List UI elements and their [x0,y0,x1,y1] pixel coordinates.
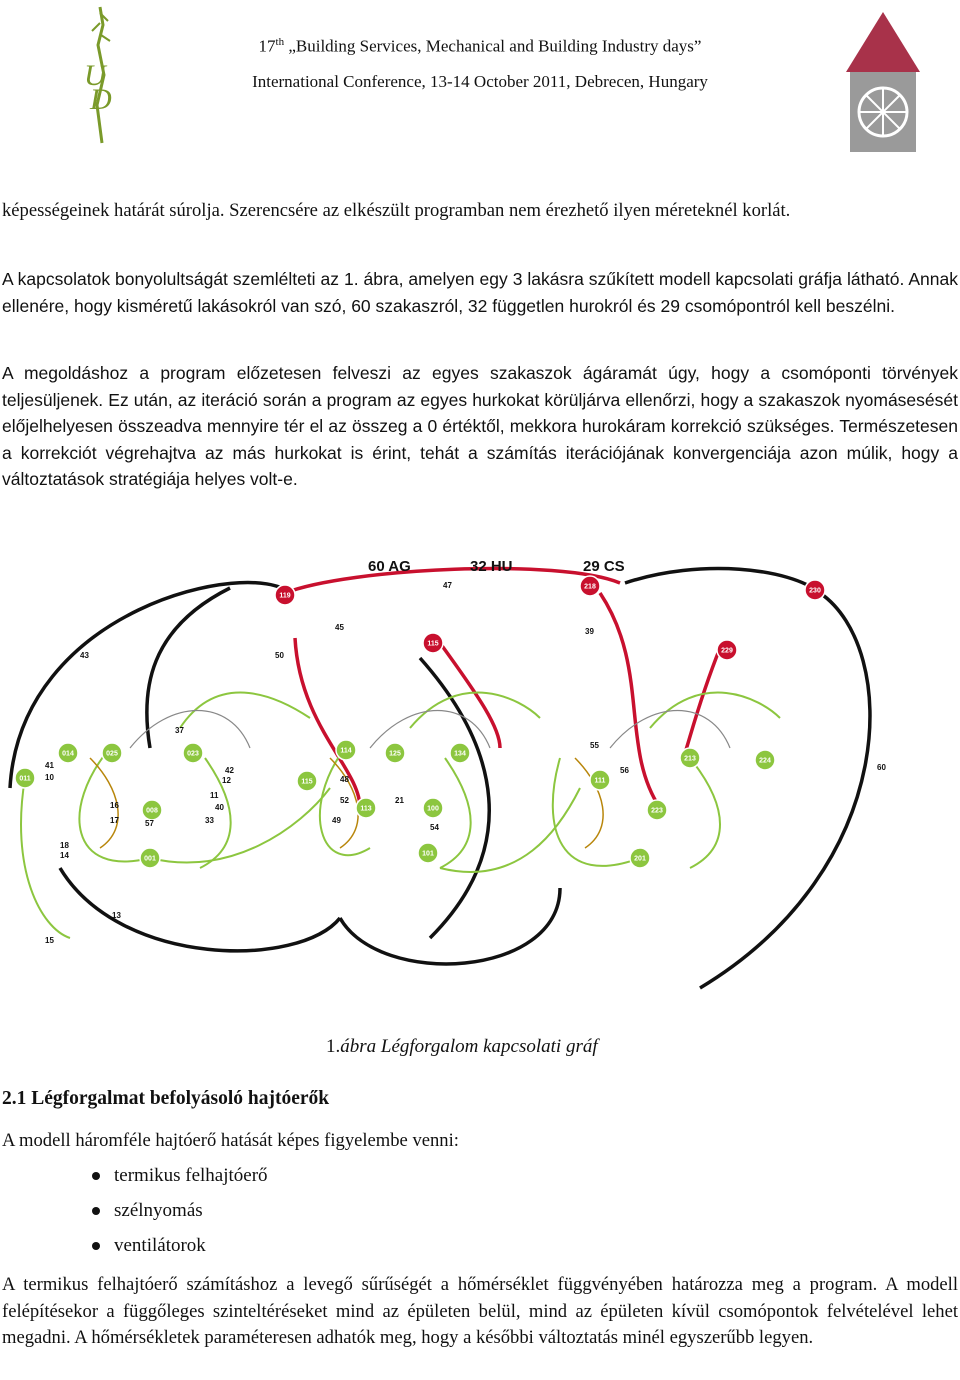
driving-force-list [92,1161,268,1266]
graph-edge-label: 43 [80,651,89,660]
graph-edge-label: 50 [275,651,284,660]
graph-node-label: 119 [279,592,291,600]
building-logo [828,10,938,155]
paragraph-1: képességeinek határát súrolja. Szerencsére az elkészült programban nem érezhető ilyen méreteknél korlát. [2,200,791,221]
graph-edge-label: 60 [877,763,886,772]
graph-edge-label: 17 [110,816,119,825]
paragraph-2: A kapcsolatok bonyolultságát szemlélteti az 1. ábra, amelyen egy 3 lakásra szűkített modell kapcsolati gráfja látható. Annak ellenére, hogy kisméretű lakásokról van szó, 60 szakaszról, 32 független hurokról és 29 csomópontról kell beszélni. [2,269,958,316]
graph-edge-label: 55 [590,741,599,750]
graph-node-label: 218 [584,583,596,591]
graph-node-label: 230 [809,587,821,595]
graph-node-label: 011 [19,775,31,783]
graph-node-label: 101 [422,850,434,858]
graph-edge-label: 41 [45,761,54,770]
graph-node-label: 100 [427,805,439,813]
graph-label-cs: 29 CS [583,558,625,575]
list-item: szélnyomás [92,1196,268,1231]
graph-edge-label: 49 [332,816,341,825]
graph-edge-label: 40 [215,803,224,812]
graph-edge-label: 39 [585,627,594,636]
airflow-graph-figure [0,548,960,1018]
paragraph-5: A termikus felhajtóerő számításhoz a levegő sűrűségét a hőmérséklet függvényében határozza meg a program. A modell felépítésekor a függőleges szinteltéréseket mind az épületen belül, mind az épületen kívül csomópontok felvételével lehet megadni. A hőmérsékletek paraméteresen adhatók meg, hogy a későbbi változtatás minél egyszerűbb legyen. [2,1274,958,1348]
graph-node-label: 111 [594,777,606,785]
graph-node-label: 115 [427,640,439,648]
graph-edge-label: 13 [112,911,121,920]
graph-node-label: 014 [62,750,74,758]
graph-edge-label: 56 [620,766,629,775]
graph-edge-label: 14 [60,851,69,860]
graph-edge-label: 33 [205,816,214,825]
graph-node-label: 025 [106,750,118,758]
figure-caption: 1.ábra Légforgalom kapcsolati gráf [326,1036,598,1057]
svg-text:D: D [90,83,112,116]
graph-node-label: 008 [146,807,158,815]
graph-edge-label: 21 [395,796,404,805]
graph-edge-label: 48 [340,775,349,784]
svg-text:U: U [84,59,106,92]
graph-edge-label: 45 [335,623,344,632]
graph-label-hu: 32 HU [470,558,513,575]
graph-node-label: 114 [340,747,352,755]
graph-edge-label: 15 [45,936,54,945]
graph-node-label: 113 [360,805,372,813]
conference-subtitle: International Conference, 13-14 October 2011, Debrecen, Hungary [252,72,708,91]
graph-node-label: 201 [634,855,646,863]
graph-edge-label: 47 [443,581,452,590]
graph-node-label: 115 [301,778,313,786]
graph-edge-label: 52 [340,796,349,805]
graph-edge-label: 37 [175,726,184,735]
section-intro: A modell háromféle hajtóerő hatását képes figyelembe venni: [2,1130,459,1151]
graph-edge-label: 57 [145,819,154,828]
graph-edge-label: 18 [60,841,69,850]
graph-node-label: 134 [454,750,466,758]
graph-node-label: 001 [144,855,156,863]
graph-label-ag: 60 AG [368,558,411,575]
list-item: ventilátorok [92,1231,268,1266]
graph-node-label: 213 [684,755,696,763]
graph-edge-label: 54 [430,823,439,832]
graph-edge-label: 11 [210,791,219,800]
graph-edge-label: 10 [45,773,54,782]
graph-node-label: 023 [187,750,199,758]
graph-node-label: 223 [651,807,663,815]
conference-title: 17th „Building Services, Mechanical and Building Industry days” [258,36,702,56]
graph-node-label: 224 [759,757,771,765]
section-heading: 2.1 Légforgalmat befolyásoló hajtóerők [2,1088,330,1109]
page-header [0,0,960,160]
graph-edge-label: 42 [225,766,234,775]
list-item: termikus felhajtóerő [92,1161,268,1196]
graph-edge-label: 16 [110,801,119,810]
graph-edge-label: 12 [222,776,231,785]
university-logo [70,5,130,145]
graph-node-label: 229 [721,647,733,655]
paragraph-3: A megoldáshoz a program előzetesen felveszi az egyes szakaszok ágáramát úgy, hogy a csomóponti törvények teljesüljenek. Ez után, az iteráció során a program az egyes hurkokat körüljárva ellenőrzi, hogy a szakaszok nyomásesését előjelhelyesen összeadva mennyire tér el az összeg a 0 értéktől, mekkora hurokáram korrekció szükséges. Természetesen a korrekciót végrehajtva az más hurkokat is érint, tehát a számítás iterációjának konvergenciája azon múlik, hogy a változtatások stratégiája helyes volt-e. [2,363,958,489]
graph-node-label: 125 [389,750,401,758]
